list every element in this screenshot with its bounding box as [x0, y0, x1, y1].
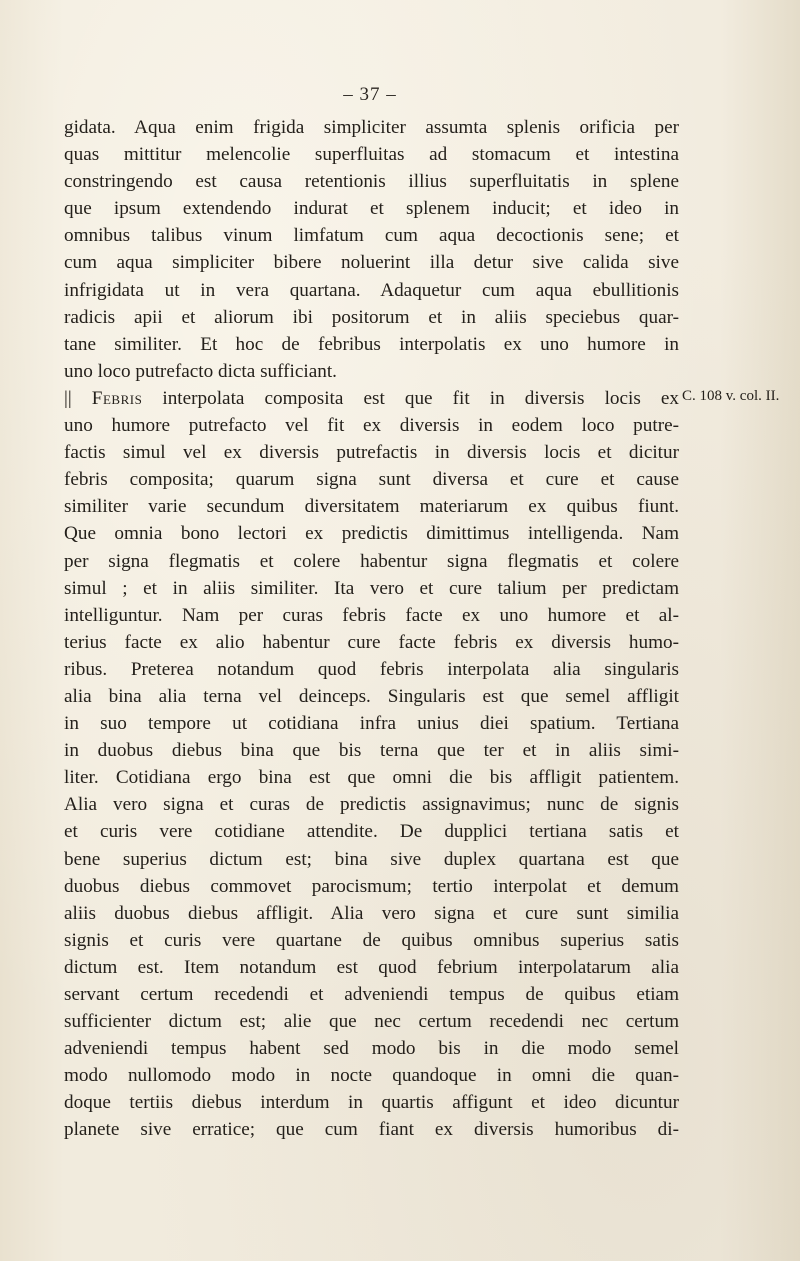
text-line: febris composita; quarum signa sunt diversa et cure et cause: [64, 469, 679, 491]
text-line: sufficienter dictum est; alie que nec certum recedendi nec certum: [64, 1011, 679, 1033]
margin-reference: C. 108 v. col. II.: [682, 388, 780, 404]
text-line: Que omnia bono lectori ex predictis dimittimus intelligenda. Nam: [64, 523, 679, 545]
text-line: bene superius dictum est; bina sive duplex quartana est que: [64, 848, 679, 870]
text-line: planete sive erratice; que cum fiant ex diversis humoribus di-: [64, 1119, 679, 1141]
text-line: in duobus diebus bina que bis terna que ter et in aliis simi-: [64, 740, 679, 762]
text-line: alia bina alia terna vel deinceps. Singularis est que semel affligit: [64, 685, 679, 707]
text-line: modo nullomodo modo in nocte quandoque in omni die quan-: [64, 1065, 679, 1087]
text-line: cum aqua simpliciter bibere noluerint illa detur sive calida sive: [64, 252, 679, 274]
paragraph-start-line: [64, 385, 679, 412]
text-line: in suo tempore ut cotidiana infra unius diei spatium. Tertiana: [64, 713, 679, 735]
text-line: et curis vere cotidiane attendite. De dupplici tertiana satis et: [64, 821, 679, 843]
text-line: signis et curis vere quartane de quibus omnibus superius satis: [64, 929, 679, 951]
text-line-rest: interpolata composita est que fit in diversis locis ex: [142, 387, 679, 409]
text-line: constringendo est causa retentionis illius superfluitatis in splene: [64, 171, 679, 193]
text-line: Alia vero signa et curas de predictis assignavimus; nunc de signis: [64, 794, 679, 816]
page-number: – 37 –: [343, 84, 397, 105]
text-line: liter. Cotidiana ergo bina est que omni die bis affligit patientem.: [64, 767, 679, 789]
text-line: duobus diebus commovet parocismum; tertio interpolat et demum: [64, 875, 679, 897]
text-line: adveniendi tempus habent sed modo bis in die modo semel: [64, 1038, 679, 1060]
text-line: tane similiter. Et hoc de febribus interpolatis ex uno humore in: [64, 333, 679, 355]
text-line: quas mittitur melencolie superfluitas ad stomacum et intestina: [64, 144, 679, 166]
text-line: factis simul vel ex diversis putrefactis in diversis locis et dicitur: [64, 442, 679, 464]
text-line: omnibus talibus vinum limfatum cum aqua decoctionis sene; et: [64, 225, 679, 247]
text-line: uno humore putrefacto vel fit ex diversis in eodem loco putre-: [64, 415, 679, 437]
text-line: intelliguntur. Nam per curas febris facte ex uno humore et al-: [64, 604, 679, 626]
text-line: per signa flegmatis et colere habentur signa flegmatis et colere: [64, 550, 679, 572]
text-line: terius facte ex alio habentur cure facte febris ex diversis humo-: [64, 631, 679, 653]
text-line: servant certum recedendi et adveniendi tempus de quibus etiam: [64, 984, 679, 1005]
text-line: dictum est. Item notandum est quod febrium interpolatarum alia: [64, 956, 679, 978]
text-line: aliis duobus diebus affligit. Alia vero signa et cure sunt similia: [64, 902, 679, 924]
text-line: uno loco putrefacto dicta sufficiant.: [64, 360, 337, 382]
text-line: doque tertiis diebus interdum in quartis affigunt et ideo dicuntur: [64, 1092, 679, 1114]
paragraph-mark: ||: [64, 387, 92, 409]
body-text: [64, 114, 679, 1144]
text-line: que ipsum extendendo indurat et splenem inducit; et ideo in: [64, 198, 679, 220]
text-line: similiter varie secundum diversitatem materiarum ex quibus fiunt.: [64, 496, 679, 518]
text-line: gidata. Aqua enim frigida simpliciter assumta splenis orificia per: [64, 117, 679, 138]
text-line: radicis apii et aliorum ibi positorum et in aliis speciebus quar-: [64, 306, 679, 328]
smallcaps-word: Febris: [91, 387, 143, 409]
text-line: ribus. Preterea notandum quod febris interpolata alia singularis: [64, 658, 679, 680]
text-line: simul ; et in aliis similiter. Ita vero et cure talium per predictam: [64, 577, 679, 599]
text-line: infrigidata ut in vera quartana. Adaquetur cum aqua ebullitionis: [64, 279, 679, 301]
